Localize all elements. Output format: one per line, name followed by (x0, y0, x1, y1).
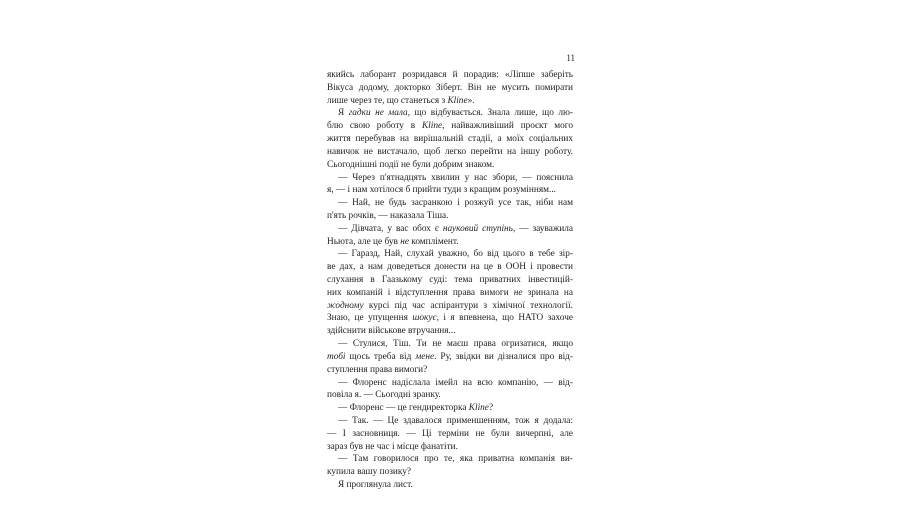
text-run: комплімент. (408, 236, 459, 247)
italic-run: жодному (327, 300, 364, 311)
text-run: Сьогоднішні події не були добрим знаком. (327, 159, 495, 170)
italic-run: Kline (421, 121, 443, 132)
text-run: блю свою роботу в (327, 121, 422, 132)
text-run: — І засновниця. — Ці терміни не були вичерпні, але (327, 428, 573, 439)
text-run: — Так. — Це здавалося применшенням, тож я додала: (338, 415, 573, 426)
text-line (327, 441, 573, 454)
text-run: — Дівчата, у вас обох є (338, 223, 443, 234)
text-line (327, 184, 573, 197)
text-line (327, 236, 573, 249)
text-run: купила вашу позику? (327, 467, 412, 478)
text-run: життя перебував на вирішальній стадії, а моїх соціальних (327, 134, 573, 145)
italic-run: Kline (468, 403, 489, 414)
text-run: ступлення права вимоги? (327, 364, 428, 375)
text-line (327, 120, 573, 133)
text-run: — Флоренс надіслала імейл на всю компанію, — від- (338, 377, 573, 388)
text-run: лише через те, що станеться з (327, 95, 448, 106)
text-run: навичок не вистачало, щоб легко перейти на іншу роботу. (327, 146, 573, 157)
page-number: 11 (566, 53, 575, 63)
text-line (327, 133, 573, 146)
text-run: Ньюта, але це був (327, 236, 401, 247)
italic-run: не (400, 236, 409, 247)
text-run: ве дах, а нам доведеться донести на це в ООН і провести (327, 262, 573, 273)
text-run: Вікуса додому, докторко Зіберт. Він не мусить помирати (327, 82, 573, 93)
text-line (327, 300, 573, 313)
text-line (327, 351, 573, 364)
text-run: щось треба від (345, 351, 416, 362)
text-run: , що відбувається. Знала лише, що лю- (407, 108, 573, 119)
italic-run: мене (415, 351, 435, 362)
text-run: них компаній і відступлення права вимоги (327, 287, 514, 298)
text-line (327, 274, 573, 287)
text-line (327, 466, 573, 479)
text-line (327, 146, 573, 159)
italic-run: науковий ступінь (442, 223, 513, 234)
text-run: — Флоренс — це гендиректорка (338, 403, 469, 414)
text-line (327, 223, 573, 236)
text-run: п'ять рочків, — наказала Тіша. (327, 210, 449, 221)
text-run: зринала на (522, 287, 573, 298)
text-line (327, 287, 573, 300)
text-run: — Там говорилося про те, яка приватна компанія ви- (338, 454, 573, 465)
text-run: , і я впевнена, що НАТО захоче (436, 313, 574, 324)
text-run: — Най, не будь засранкою і розжуй усе так, ніби нам (338, 198, 573, 209)
text-line (327, 479, 573, 492)
text-run: Я проглянула лист. (338, 480, 413, 490)
text-run: — Гаразд, Най, слухай уважно, бо від цього в тебе зір- (338, 249, 573, 260)
text-line (327, 248, 573, 261)
text-run: Я (338, 108, 349, 119)
text-run: зараз був не час і місце фанатіти. (327, 441, 458, 452)
text-line (327, 107, 573, 120)
text-run: . Ру, звідки ви дізналися про від- (434, 351, 573, 362)
italic-run: тобі (327, 351, 346, 362)
italic-run: не (513, 287, 523, 298)
text-line (327, 261, 573, 274)
italic-run: Kline (447, 95, 468, 106)
text-run: ». (467, 95, 475, 106)
text-run: якийсь лаборант розридався й порадив: «Ліпше заберіть (327, 70, 573, 80)
text-line (327, 453, 573, 466)
text-line (327, 82, 573, 95)
italic-run: гадки не мала (348, 108, 408, 119)
text-run: здійснити військове втручання... (327, 326, 456, 337)
text-line (327, 95, 573, 108)
text-line (327, 325, 573, 338)
text-run: Знаю, це упущення (327, 313, 413, 324)
text-line (327, 312, 573, 325)
text-line (327, 197, 573, 210)
text-line (327, 402, 573, 415)
text-line (327, 364, 573, 377)
italic-run: шокує (412, 313, 437, 324)
text-run: курсі під час аспірантури з хімічної технології. (363, 300, 573, 311)
text-run: , найважливіший проєкт мого (442, 121, 573, 132)
text-line (327, 415, 573, 428)
text-line (327, 377, 573, 390)
text-run: — Стулися, Тіш. Ти не маєш права огризатися, якщо (338, 339, 573, 350)
text-run: повіла я. — Сьогодні зранку. (327, 390, 441, 401)
text-line (327, 172, 573, 185)
text-line (327, 69, 573, 82)
text-run: я, — і нам хотілося б прийти туди з кращим розумінням... (327, 185, 556, 196)
text-run: — Через п'ятнадцять хвилин у нас збори, — пояснила (338, 172, 573, 183)
text-run: слухання в Гаазькому суді: тема приватних інвестицій- (327, 275, 573, 285)
text-run: ? (488, 403, 494, 414)
text-line (327, 428, 573, 441)
text-line (327, 338, 573, 351)
body-text (327, 69, 573, 492)
text-line (327, 389, 573, 402)
text-line (327, 210, 573, 223)
text-run: , — зауважила (512, 223, 574, 234)
text-line (327, 159, 573, 172)
